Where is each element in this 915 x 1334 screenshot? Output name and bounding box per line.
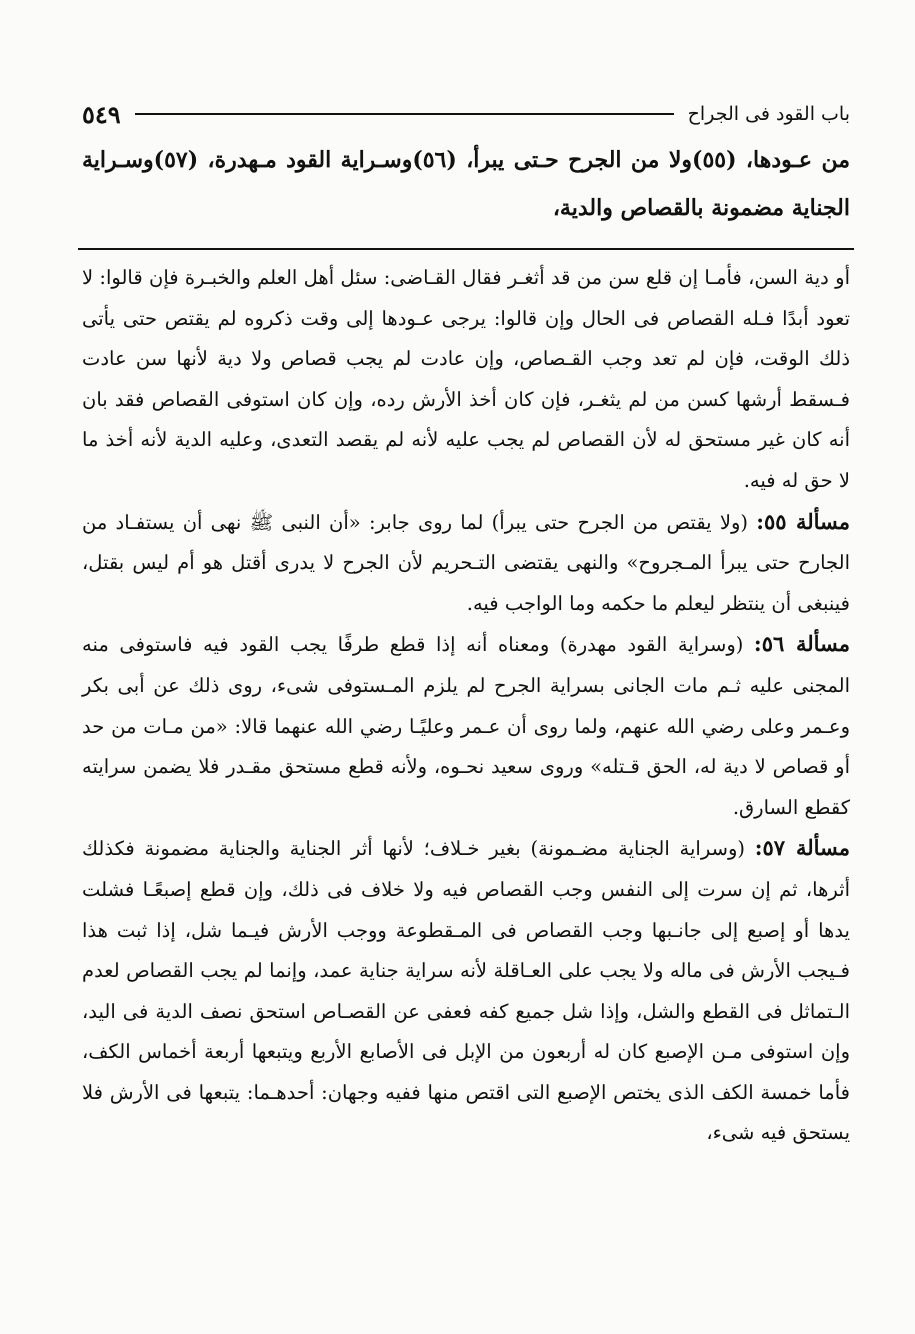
chapter-title: باب القود فى الجراح (687, 103, 850, 125)
question-56-paragraph (82, 624, 850, 828)
question-56-text: (وسراية القود مهدرة) ومعناه أنه إذا قطع طرفًا يجب القود فيه فاستوفى منه المجنى عليه ثـم مات الجانى بسراية الجرح لم يلزم المـستوفى شىء، روى ذلك عن أبى بكر وعـمر وعلى رضي الله عنهم، ولما روى أن عـمر وعليًـا رضي الله عنهما قالا: «من مـات من حد أو قصاص لا دية له، الحق قـتله» وروى سعيد نحـوه، ولأنه قطع مستحق مقـدر فلا يضمن سرايته كقطع السارق. (82, 633, 850, 819)
commentary (82, 258, 850, 1154)
question-57-label: مسألة ٥٧: (754, 835, 850, 861)
question-57-text: (وسراية الجناية مضـمونة) بغير خـلاف؛ لأنها أثر الجناية والجناية مضمونة فكذلك أثرها، ثم إن سرت إلى النفس وجب القصاص فيه ولا خلاف فى ذلك، وإن قطع إصبعًـا فشلت يدها أو إصبع إلى جانـبها وجب القصاص فى المـقطوعة ووجب الأرش فيـما شل، إذا ثبت هذا فـيجب الأرش فى ماله ولا يجب على العـاقلة لأنه سراية جناية عمد، وإنما لم يجب القصاص لعدم الـتماثل فى القطع والشل، وإذا شل جميع كفه فعفى عن القصـاص استحق نصف الدية فى اليد، وإن استوفى مـن الإصبع كان له أربعون من الإبل فى الأصابع الأربع ويتبعها أربعة أخماس الكف، فأما خمسة الكف الذى يختص الإصبع التى اقتص منها ففيه وجهان: أحدهـما: يتبعها فى الأرش فلا يستحق فيه شىء، (82, 837, 850, 1145)
question-56-label: مسألة ٥٦: (753, 631, 850, 657)
question-55-paragraph (82, 502, 850, 625)
question-55-label: مسألة ٥٥: (756, 508, 850, 534)
question-55-text: (ولا يقتص من الجرح حتى يبرأ) لما روى جابر: «أن النبى ﷺ نهى أن يستفـاد من الجارح حتى يبرأ المـجروح» والنهى يقتضى التـحريم لأن الجرح لا يدرى أقتل هو أم ليس بقتل، فينبغى أن ينتظر ليعلم ما حكمه وما الواجب فيه. (82, 510, 850, 615)
page-number: ٥٤٩ (82, 99, 121, 129)
running-header (82, 92, 850, 136)
book-page (82, 92, 850, 1154)
section-divider (78, 248, 854, 250)
question-57-paragraph (82, 828, 850, 1154)
commentary-intro-paragraph: أو دية السن، فأمـا إن قلع سن من قد أثغـر فقال القـاضى: سئل أهل العلم والخبـرة فإن قالوا: لا تعود أبدًا فـله القصاص فى الحال وإن قالوا: يرجى عـودها إلى وقت ذكروه لم يقتص حتى يأتى ذلك الوقت، فإن لم تعد وجب القـصاص، وإن عادت لم يجب قصاص ولا دية لأنها سن عادت فـسقط أرشها كسن من لم يثغـر، فإن كان أخذ الأرش رده، وإن كان استوفى القصاص فقد بان أنه كان غير مستحق له لأن القصاص لم يجب عليه لأنه لم يقصد التعدى، وعليه الدية لأنه أخذ ما لا حق له فيه. (82, 266, 850, 492)
header-rule (135, 113, 674, 115)
main-text: من عـودها، (٥٥)ولا من الجرح حـتى يبرأ، (٥٦)وسـراية القود مـهدرة، (٥٧)وسـراية الجناية مضمونة بالقصاص والدية، (82, 147, 850, 221)
